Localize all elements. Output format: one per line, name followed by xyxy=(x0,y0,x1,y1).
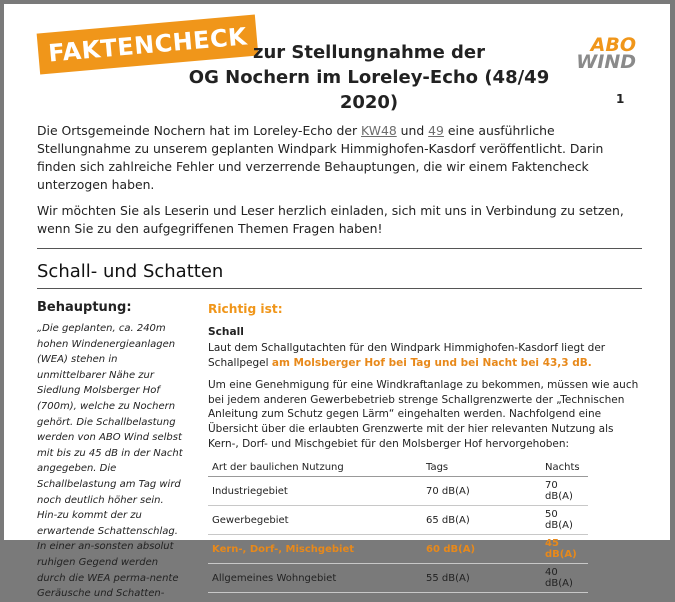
divider-top xyxy=(37,248,642,249)
table-header-usage: Art der baulichen Nutzung xyxy=(208,459,422,477)
fact-subheading: Schall xyxy=(208,326,244,338)
table-header-night: Nachts xyxy=(541,459,588,477)
kw48-link[interactable]: KW48 xyxy=(361,123,397,138)
intro-paragraph-2: Wir möchten Sie als Leserin und Leser herzlich einladen, sich mit uns in Verbindung zu setzen, wenn Sie zu den aufgegriffenen Themen Fragen haben! xyxy=(37,203,624,236)
table-header-day: Tags xyxy=(422,459,541,477)
section-title: Schall- und Schatten xyxy=(37,261,224,282)
table-row xyxy=(208,506,588,535)
table-cell: 50 dB(A) xyxy=(541,506,588,535)
intro-p1-c: eine ausführliche Stellungnahme zu unserem geplanten Windpark Himmighofen-Kasdorf veröffentlicht. Darin finden sich zahlreiche Fehler und verzerrende Behauptungen, die wir einem Faktencheck unterzogen haben. xyxy=(37,123,604,192)
claim-heading: Behauptung: xyxy=(37,300,132,315)
document-title xyxy=(179,40,559,115)
abo-wind-logo xyxy=(572,34,636,73)
table-cell: 70 dB(A) xyxy=(541,477,588,506)
document-page xyxy=(4,4,670,600)
fact-column xyxy=(208,302,644,593)
fact-p1-highlight: am Molsberger Hof bei Tag und bei Nacht bei 43,3 dB. xyxy=(271,356,592,369)
table-cell: 55 dB(A) xyxy=(422,564,541,593)
kw49-link[interactable]: 49 xyxy=(428,123,444,138)
table-cell: 65 dB(A) xyxy=(422,506,541,535)
table-row xyxy=(208,477,588,506)
logo-wind: WIND xyxy=(576,51,636,73)
title-line-2: OG Nochern im Loreley-Echo (48/49 2020) xyxy=(188,67,550,113)
intro-p1-b: und xyxy=(396,123,429,138)
claim-column xyxy=(37,300,187,602)
fact-paragraph-1 xyxy=(208,341,644,370)
page-number: 1 xyxy=(616,92,625,106)
table-cell: Kern-, Dorf-, Mischgebiet xyxy=(208,535,422,564)
table-cell: Gewerbegebiet xyxy=(208,506,422,535)
logo-abo: ABO xyxy=(590,34,636,56)
table-cell: Industriegebiet xyxy=(208,477,422,506)
table-row xyxy=(208,564,588,593)
table-cell: 60 dB(A) xyxy=(422,535,541,564)
faktencheck-badge: FAKTENCHECK xyxy=(37,15,259,75)
table-row-highlighted xyxy=(208,535,588,564)
intro-paragraph-1 xyxy=(37,122,642,194)
fact-paragraph-2: Um eine Genehmigung für eine Windkraftanlage zu bekommen, müssen wie auch bei jedem anderen Gewerbebetrieb strenge Schallgrenzwerte der „Technischen Anleitung zum Schutz gegen Lärm“ eingehalten werden. Nachfolgend eine Übersicht über die erlaubten Grenzwerte mit der hier relevanten Nutzung als Kern-, Dorf- und Mischgebiet für den Molsberger Hof hervorgehoben: xyxy=(208,379,639,450)
fact-p1-text: Laut dem Schallgutachten für den Windpark Himmighofen-Kasdorf liegt der Schallpegel xyxy=(208,342,606,369)
intro-text xyxy=(37,122,642,246)
table-cell: Allgemeines Wohngebiet xyxy=(208,564,422,593)
noise-limits-table xyxy=(208,459,588,593)
table-cell: 45 dB(A) xyxy=(541,535,588,564)
title-line-1: zur Stellungnahme der xyxy=(252,42,486,63)
divider-bottom xyxy=(37,288,642,289)
table-cell: 40 dB(A) xyxy=(541,564,588,593)
intro-p1-a: Die Ortsgemeinde Nochern hat im Loreley-Echo der xyxy=(37,123,362,138)
claim-text: „Die geplanten, ca. 240m hohen Windenergieanlagen (WEA) stehen in unmittelbarer Nähe zur Siedlung Molsberger Hof (700m), welche zu Nochern gehört. Die Schallbelastung werden von ABO Wind selbst mit bis zu 45 dB in der Nacht angegeben. Die Schallbelastung am Tag wird noch deutlich höher sein. Hin-zu kommt der zu erwartende Schattenschlag. In einer an-sonsten absolut ruhigen Gegend werden durch die WEA perma-nente Geräusche und Schatten- xyxy=(37,323,183,600)
fact-heading: Richtig ist: xyxy=(208,302,283,316)
table-header-row xyxy=(208,459,588,477)
table-cell: 70 dB(A) xyxy=(422,477,541,506)
